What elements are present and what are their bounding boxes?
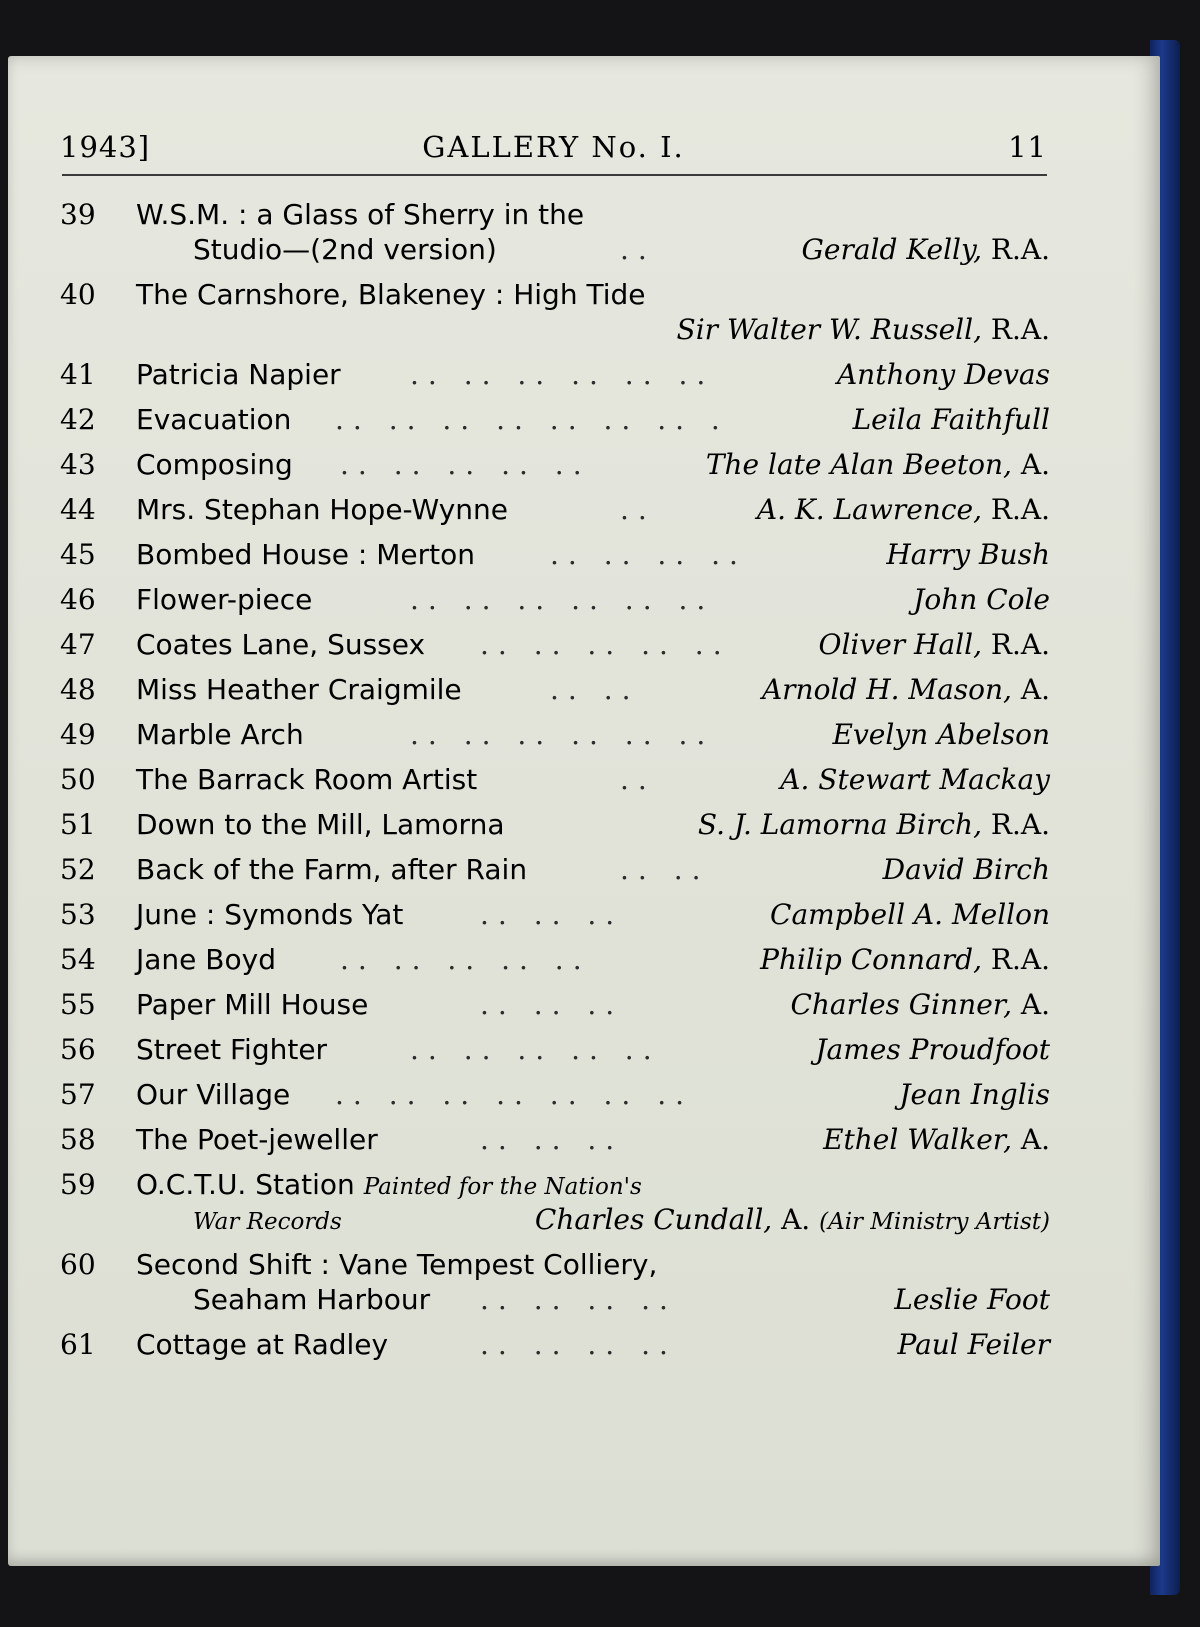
leader-dots: .. [620,763,656,796]
entry-note: Painted for the Nation's [363,1174,642,1200]
leader-dots: .. [620,233,656,266]
artist-honor: R.A. [990,313,1050,346]
entry-title: Patricia Napier [136,358,341,391]
entry-title: The Poet-jeweller [136,1123,378,1156]
entry-number: 44 [60,493,96,526]
entry-46 [60,583,1050,617]
entry-number: 48 [60,673,96,706]
artist-honor: A. [1020,448,1050,481]
leader-dots: .. .. .. .. .. .. [410,583,715,616]
entry-artist [706,448,1050,482]
entries-list [60,198,1050,1373]
artist-honor: R.A. [990,628,1050,661]
entry-title-cont: Seaham Harbour [193,1283,431,1316]
entry-number: 51 [60,808,96,841]
leader-dots: .. .. .. .. .. [340,943,591,976]
header-year: 1943] [60,130,151,164]
artist-name: Ethel Walker, [823,1123,1012,1156]
artist-name: Oliver Hall, [818,628,982,661]
leader-dots: .. .. .. .. [550,538,747,571]
entry-artist: Evelyn Abelson [832,718,1050,751]
entry-artist [677,313,1050,347]
artist-name: Charles Cundall, [534,1203,773,1236]
entry-title: Coates Lane, Sussex [136,628,426,661]
entry-number: 57 [60,1078,96,1111]
entry-number: 60 [60,1248,96,1281]
entry-artist: Campbell A. Mellon [770,898,1050,931]
entry-45 [60,538,1050,572]
artist-honor: R.A. [990,943,1050,976]
entry-number: 46 [60,583,96,616]
entry-title: O.C.T.U. Station [136,1168,355,1201]
artist-name: Charles Ginner, [790,988,1012,1021]
entry-title: Down to the Mill, Lamorna [136,808,505,841]
entry-artist: David Birch [882,853,1050,886]
running-header [60,130,1047,180]
artist-honor: R.A. [990,493,1050,526]
leader-dots: .. .. .. [480,988,624,1021]
entry-title-line [136,1168,642,1204]
leader-dots: .. .. .. .. [480,1283,677,1316]
entry-title: Flower-piece [136,583,313,616]
entry-title: Bombed House : Merton [136,538,476,571]
artist-honor: R.A. [990,233,1050,266]
entry-number: 61 [60,1328,96,1361]
entry-artist [762,673,1050,707]
entry-title: Miss Heather Craigmile [136,673,462,706]
header-title: GALLERY No. I. [422,130,685,164]
entry-58 [60,1123,1050,1157]
entry-title: W.S.M. : a Glass of Sherry in the [136,198,585,231]
leader-dots: .. .. .. .. [480,1328,677,1361]
entry-artist [760,943,1050,977]
entry-artist: Harry Bush [886,538,1050,571]
leader-dots: .. .. .. .. .. .. .. . [335,403,729,436]
entry-61 [60,1328,1050,1362]
entry-artist [698,808,1050,842]
artist-name: A. K. Lawrence, [756,493,982,526]
entry-title: Paper Mill House [136,988,369,1021]
entry-artist [757,493,1050,527]
entry-title: June : Symonds Yat [136,898,404,931]
leader-dots: .. .. .. .. .. [410,1033,661,1066]
entry-number: 54 [60,943,96,976]
entry-number: 45 [60,538,96,571]
leader-dots: .. .. .. .. .. .. [410,358,715,391]
entry-number: 42 [60,403,96,436]
entry-40 [60,278,1050,347]
entry-note-cont: War Records [193,1209,342,1235]
entry-title: The Barrack Room Artist [136,763,478,796]
artist-honor: A. [781,1203,811,1236]
entry-artist: Paul Feiler [897,1328,1050,1361]
artist-name: Gerald Kelly, [801,233,982,266]
entry-60 [60,1248,1050,1317]
entry-note-line [193,1203,342,1239]
artist-name: Sir Walter W. Russell, [676,313,982,346]
artist-name: Philip Connard, [760,943,982,976]
entry-51 [60,808,1050,842]
entry-39 [60,198,1050,267]
leader-dots: .. .. [550,673,640,706]
entry-number: 49 [60,718,96,751]
entry-44 [60,493,1050,527]
entry-56 [60,1033,1050,1067]
leader-dots: .. .. .. .. .. .. [410,718,715,751]
entry-54 [60,943,1050,977]
entry-title: Second Shift : Vane Tempest Colliery, [136,1248,658,1281]
entry-41 [60,358,1050,392]
entry-number: 53 [60,898,96,931]
artist-honor: A. [1020,673,1050,706]
entry-53 [60,898,1050,932]
artist-name: The late Alan Beeton, [705,448,1012,481]
entry-artist: James Proudfoot [815,1033,1050,1066]
entry-title: Back of the Farm, after Rain [136,853,528,886]
artist-honor: R.A. [990,808,1050,841]
leader-dots: .. [620,493,656,526]
entry-43 [60,448,1050,482]
entry-artist: Leslie Foot [894,1283,1050,1316]
entry-57 [60,1078,1050,1112]
entry-title: The Carnshore, Blakeney : High Tide [136,278,646,311]
entry-49 [60,718,1050,752]
entry-artist [535,1203,1050,1239]
entry-number: 47 [60,628,96,661]
entry-number: 56 [60,1033,96,1066]
entry-number: 41 [60,358,96,391]
entry-artist [819,628,1050,662]
entry-artist: Jean Inglis [899,1078,1050,1111]
entry-title: Cottage at Radley [136,1328,389,1361]
leader-dots: .. .. .. .. .. .. .. [335,1078,694,1111]
entry-number: 50 [60,763,96,796]
entry-artist: Anthony Devas [836,358,1050,391]
header-page-number: 11 [1008,130,1047,164]
entry-50 [60,763,1050,797]
entry-title: Mrs. Stephan Hope-Wynne [136,493,508,526]
artist-name: Arnold H. Mason, [761,673,1012,706]
entry-number: 40 [60,278,96,311]
entry-artist [790,988,1050,1022]
leader-dots: .. .. .. .. .. [480,628,731,661]
entry-number: 52 [60,853,96,886]
artist-name: S. J. Lamorna Birch, [697,808,982,841]
entry-55 [60,988,1050,1022]
entry-artist: John Cole [913,583,1050,616]
entry-48 [60,673,1050,707]
entry-number: 55 [60,988,96,1021]
entry-title: Street Fighter [136,1033,328,1066]
entry-artist: A. Stewart Mackay [780,763,1050,796]
entry-52 [60,853,1050,887]
entry-number: 58 [60,1123,96,1156]
entry-42 [60,403,1050,437]
entry-number: 59 [60,1168,96,1201]
artist-honor: A. [1020,988,1050,1021]
entry-number: 43 [60,448,96,481]
leader-dots: .. .. .. .. .. [340,448,591,481]
entry-title: Our Village [136,1078,291,1111]
entry-title-cont: Studio—(2nd version) [193,233,497,266]
leader-dots: .. .. [620,853,710,886]
entry-title: Evacuation [136,403,292,436]
leader-dots: .. .. .. [480,898,624,931]
entry-title: Composing [136,448,293,481]
entry-title: Marble Arch [136,718,304,751]
entry-title: Jane Boyd [136,943,276,976]
artist-role: (Air Ministry Artist) [819,1209,1050,1235]
entry-artist [823,1123,1050,1157]
header-rule [62,174,1047,176]
leader-dots: .. .. .. [480,1123,624,1156]
entry-artist: Leila Faithfull [852,403,1050,436]
entry-59 [60,1168,1050,1237]
entry-artist [802,233,1050,267]
entry-47 [60,628,1050,662]
artist-honor: A. [1020,1123,1050,1156]
entry-number: 39 [60,198,96,231]
